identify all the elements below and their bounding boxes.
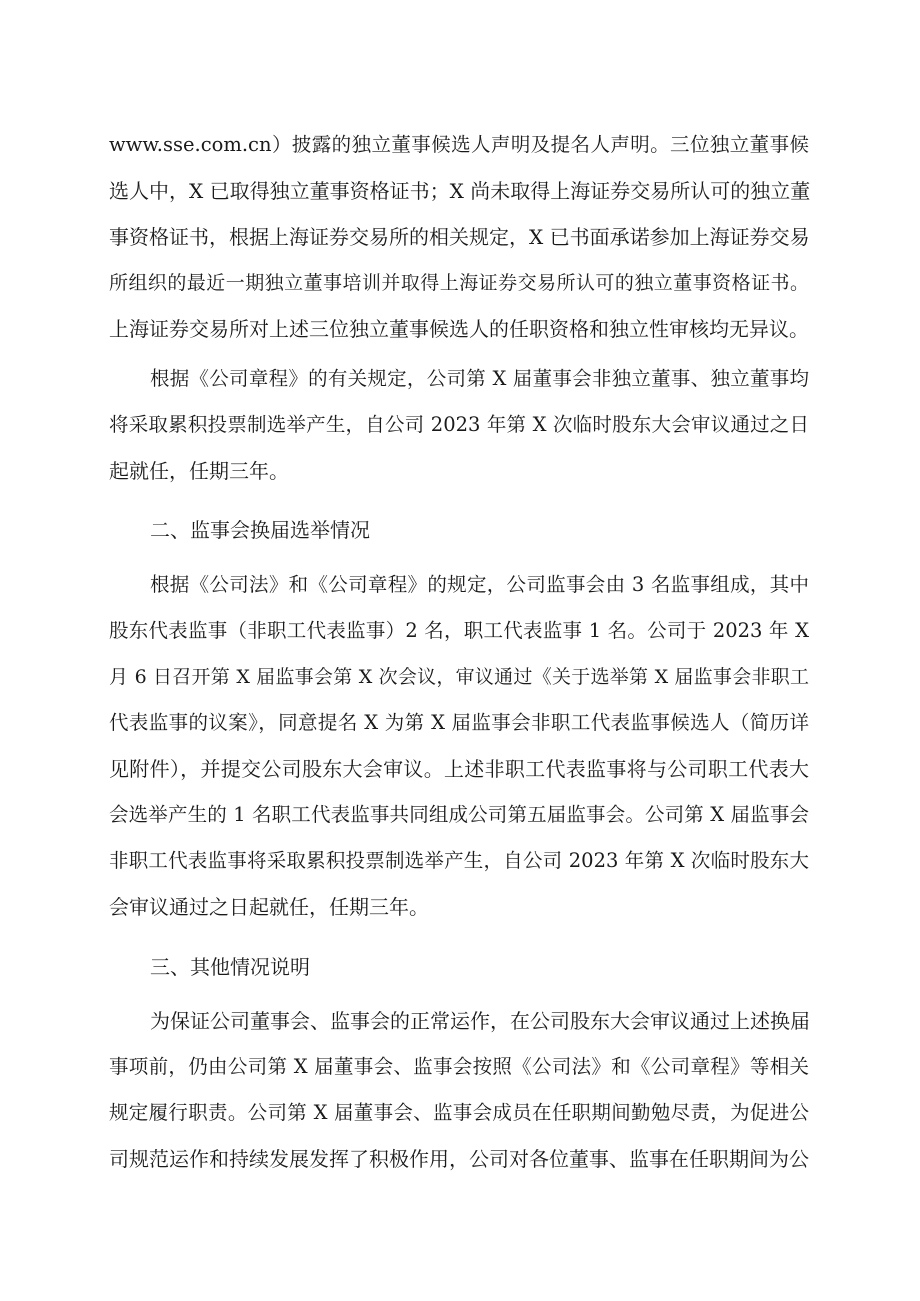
text-line: 为保证公司董事会、监事会的正常运作，在公司股东大会审议通过上述换届	[150, 1009, 810, 1033]
text-line: 见附件），并提交公司股东大会审议。上述非职工代表监事将与公司职工代表大	[109, 757, 809, 781]
text-line: 事资格证书，根据上海证券交易所的相关规定，X 已书面承诺参加上海证券交易	[109, 225, 810, 249]
text-line: 上海证券交易所对上述三位独立董事候选人的任职资格和独立性审核均无异议。	[109, 317, 809, 341]
text-line: 月 6 日召开第 X 届监事会第 X 次会议，审议通过《关于选举第 X 届监事会非职工	[109, 666, 809, 688]
text-line: 选人中，X 已取得独立董事资格证书；X 尚未取得上海证券交易所认可的独立董	[109, 179, 811, 203]
text-line: 司规范运作和持续发展发挥了积极作用，公司对各位董事、监事在任职期间为公	[109, 1147, 809, 1171]
text-line: 代表监事的议案》，同意提名 X 为第 X 届监事会非职工代表监事候选人（简历详	[109, 711, 809, 734]
text-line: 起就任，任期三年。	[109, 459, 289, 483]
text-line: 非职工代表监事将采取累积投票制选举产生，自公司 2023 年第 X 次临时股东大	[109, 849, 809, 872]
text-line: 根据《公司章程》的有关规定，公司第 X 届董事会非独立董事、独立董事均	[150, 367, 809, 390]
section-heading: 二、监事会换届选举情况	[150, 518, 370, 542]
text-line: 事项前，仍由公司第 X 届董事会、监事会按照《公司法》和《公司章程》等相关	[109, 1055, 809, 1078]
text-line: 根据《公司法》和《公司章程》的规定，公司监事会由 3 名监事组成，其中	[150, 573, 809, 596]
text-line: 会选举产生的 1 名职工代表监事共同组成公司第五届监事会。公司第 X 届监事会	[109, 803, 809, 826]
text-line: 股东代表监事（非职工代表监事）2 名，职工代表监事 1 名。公司于 2023 年 X	[109, 619, 809, 642]
text-line: www.sse.com.cn）披露的独立董事候选人声明及提名人声明。三位独立董事候	[109, 133, 809, 156]
text-line: 将采取累积投票制选举产生，自公司 2023 年第 X 次临时股东大会审议通过之日	[109, 413, 809, 436]
section-heading: 三、其他情况说明	[150, 955, 310, 979]
text-line: 规定履行职责。公司第 X 届董事会、监事会成员在任职期间勤勉尽责，为促进公	[109, 1101, 809, 1124]
text-line: 所组织的最近一期独立董事培训并取得上海证券交易所认可的独立董事资格证书。	[109, 272, 809, 294]
text-line: 会审议通过之日起就任，任期三年。	[109, 895, 429, 919]
